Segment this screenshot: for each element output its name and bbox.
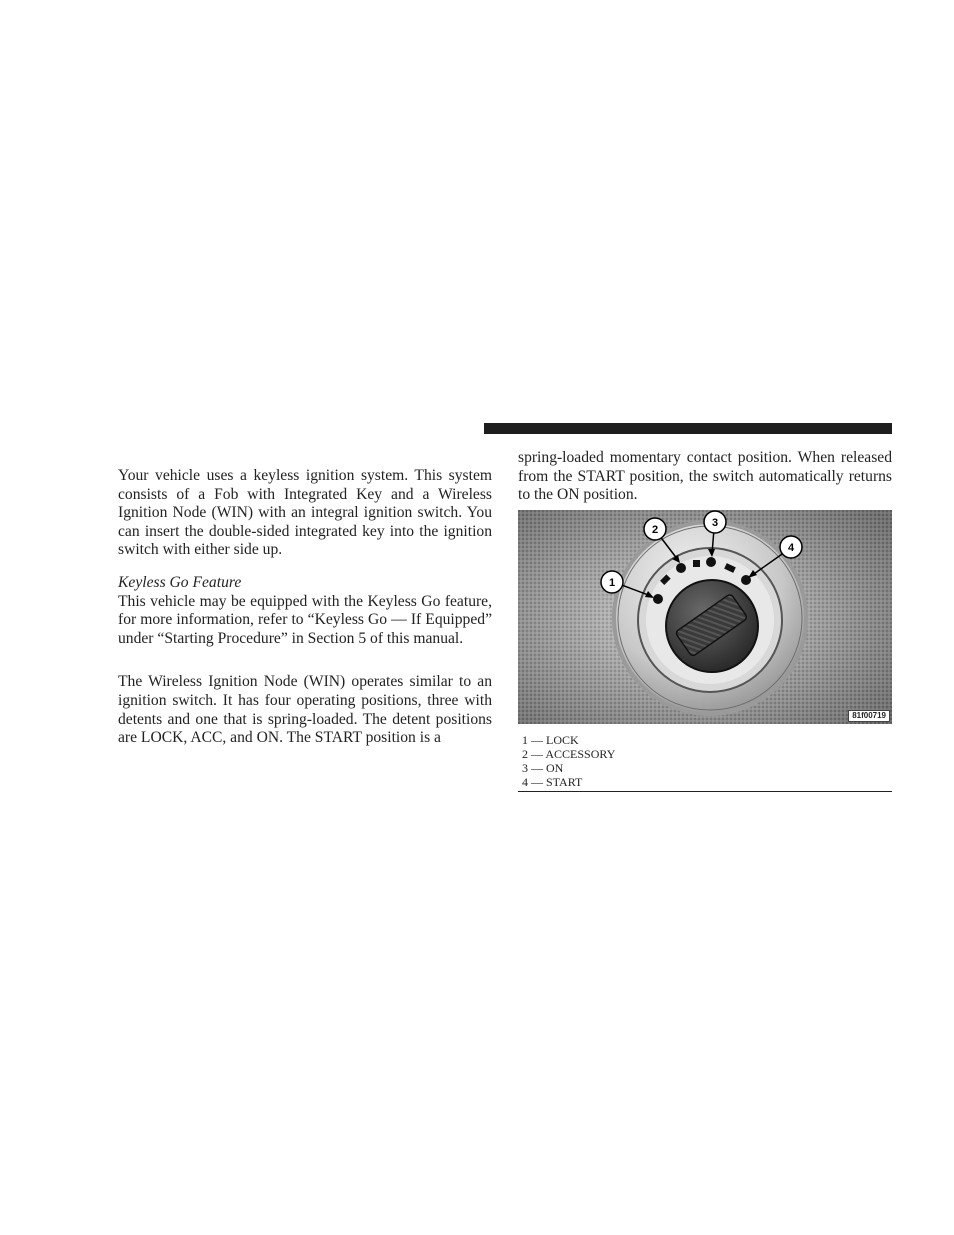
svg-text:2: 2 bbox=[651, 524, 659, 536]
continued-paragraph: spring-loaded momentary contact position. When released from the START position, the switch automatically returns to the ON position. bbox=[518, 449, 892, 504]
keyless-go-paragraph: This vehicle may be equipped with the Keyless Go feature, for more information, refer to “Keyless Go — If Equipped” under “Starting Procedure” in Section 5 of this manual. bbox=[118, 592, 492, 647]
ignition-switch-figure bbox=[518, 510, 892, 724]
callout-3 bbox=[704, 511, 726, 533]
svg-text:3: 3 bbox=[711, 517, 719, 529]
svg-text:1: 1 bbox=[608, 577, 616, 589]
legend-item: 3 — ON bbox=[522, 761, 564, 775]
callout-4 bbox=[780, 536, 802, 558]
ignition-switch-illustration bbox=[518, 510, 892, 724]
intro-paragraph: Your vehicle uses a keyless ignition system. This system consists of a Fob with Integrated Key and a Wireless Ignition Node (WIN) with an integral ignition switch. You can insert the double-sided integrated key into the ignition switch with either side up. bbox=[118, 467, 492, 559]
legend-item: 1 — LOCK bbox=[522, 733, 579, 747]
svg-text:4: 4 bbox=[787, 542, 795, 554]
keyless-go-heading: Keyless Go Feature bbox=[118, 573, 242, 591]
callout-2 bbox=[644, 518, 666, 540]
win-paragraph: The Wireless Ignition Node (WIN) operates similar to an ignition switch. It has four operating positions, three with detents and one that is spring-loaded. The detent positions are LOCK, ACC, and ON. The START position is a bbox=[118, 673, 492, 747]
right-column bbox=[518, 449, 892, 505]
legend-item: 4 — START bbox=[522, 775, 583, 789]
callout-1 bbox=[601, 571, 623, 593]
left-column bbox=[118, 467, 492, 748]
header-rule bbox=[484, 423, 892, 434]
legend-rule bbox=[518, 791, 892, 792]
figure-legend bbox=[522, 733, 890, 789]
legend-item: 2 — ACCESSORY bbox=[522, 747, 616, 761]
figure-code: 81f00719 bbox=[848, 710, 890, 722]
